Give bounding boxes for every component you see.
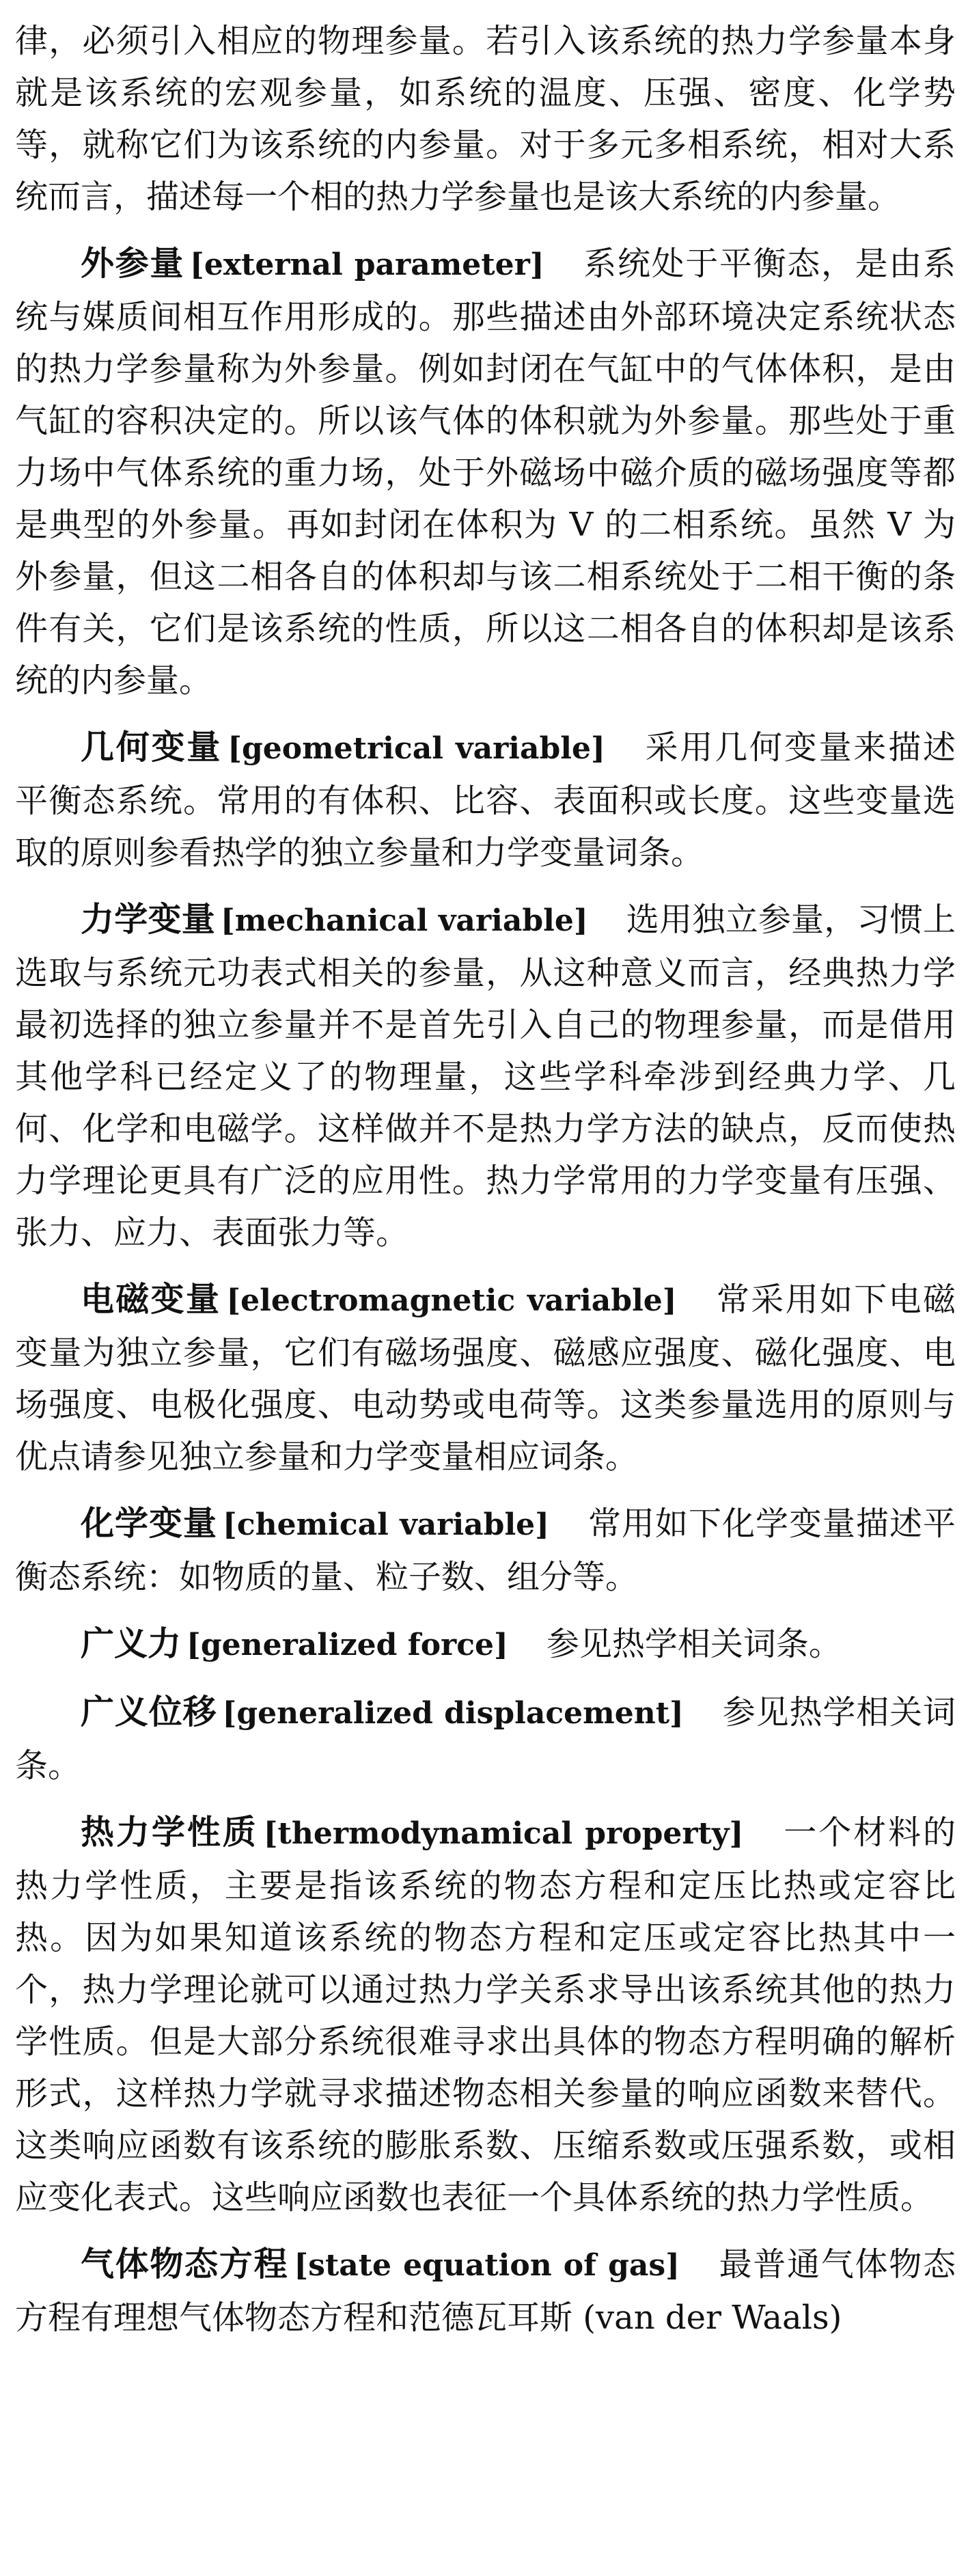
entry-term: 外参量	[81, 244, 185, 283]
entry-body: 参见热学相关词条。	[15, 1693, 956, 1785]
entry-english-term: [geometrical variable]	[227, 731, 605, 766]
entry-english-term: [mechanical variable]	[220, 903, 588, 938]
entry-term: 电磁变量	[81, 1280, 221, 1319]
entry-electromagnetic-variable	[15, 1274, 956, 1483]
entry-term: 化学变量	[81, 1504, 217, 1543]
entry-generalized-displacement	[15, 1686, 956, 1792]
entry-term: 热力学性质	[81, 1813, 258, 1852]
entry-english-term: [generalized displacement]	[222, 1696, 684, 1731]
entry-term: 几何变量	[81, 728, 223, 767]
entry-english-term: [thermodynamical property]	[263, 1816, 744, 1851]
entry-english-term: [state equation of gas]	[294, 2248, 680, 2283]
entry-body: 采用几何变量来描述平衡态系统。常用的有体积、比容、表面积或长度。这些变量选取的原则参看热学的独立参量和力学变量词条。	[15, 728, 956, 872]
entry-english-term: [generalized force]	[186, 1628, 508, 1662]
entry-term: 力学变量	[81, 900, 215, 939]
entry-chemical-variable	[15, 1498, 956, 1603]
entry-body: 系统处于平衡态，是由系统与媒质间相互作用形成的。那些描述由外部环境决定系统状态的热力学参量称为外参量。例如封闭在气缸中的气体体积，是由气缸的容积决定的。所以该气体的体积就为外参量。那些处于重力场中气体系统的重力场，处于外磁场中磁介质的磁场强度等都是典型的外参量。再如封闭在体积为 V 的二相系统。虽然 V 为外参量，但这二相各自的体积却与该二相系统处于二相干衡的条件有关，它们是该系统的性质，所以这二相各自的体积却是该系统的内参量。	[15, 245, 956, 700]
entry-body: 一个材料的热力学性质，主要是指该系统的物态方程和定压比热或定容比热。因为如果知道该系统的物态方程和定压或定容比热其中一个，热力学理论就可以通过热力学关系求导出该系统其他的热力学性质。但是大部分系统很难寻求出具体的物态方程明确的解析形式，这样热力学就寻求描述物态相关参量的响应函数来替代。这类响应函数有该系统的膨胀系数、压缩系数或压强系数，或相应变化表式。这些响应函数也表征一个具体系统的热力学性质。	[15, 1813, 956, 2217]
entry-english-term: [external parameter]	[190, 247, 544, 282]
entry-mechanical-variable	[15, 894, 956, 1259]
entry-body: 常用如下化学变量描述平衡态系统：如物质的量、粒子数、组分等。	[15, 1505, 956, 1596]
entry-term: 广义位移	[81, 1693, 217, 1731]
entry-english-term: [chemical variable]	[223, 1507, 549, 1542]
entry-term: 广义力	[81, 1624, 182, 1663]
entry-thermodynamical-property	[15, 1807, 956, 2223]
entry-generalized-force	[15, 1618, 956, 1671]
entry-body: 参见热学相关词条。	[546, 1625, 842, 1663]
entry-term: 气体物态方程	[81, 2245, 289, 2284]
entry-body: 选用独立参量，习惯上选取与系统元功表式相关的参量，从这种意义而言，经典热力学最初选择的独立参量并不是首先引入自己的物理参量，而是借用其他学科已经定义了的物理量，这些学科牵涉到经典力学、几何、化学和电磁学。这样做并不是热力学方法的缺点，反而使热力学理论更具有广泛的应用性。热力学常用的力学变量有压强、张力、应力、表面张力等。	[15, 901, 956, 1252]
entry-external-parameter	[15, 238, 956, 707]
entry-state-equation-of-gas	[15, 2238, 956, 2344]
entry-english-term: [electromagnetic variable]	[226, 1283, 677, 1318]
entry-geometrical-variable	[15, 722, 956, 879]
entry-body: 最普通气体物态方程有理想气体物态方程和范德瓦耳斯 (van der Waals)	[15, 2245, 956, 2337]
entry-body: 常采用如下电磁变量为独立参量，它们有磁场强度、磁感应强度、磁化强度、电场强度、电极化强度、电动势或电荷等。这类参量选用的原则与优点请参见独立参量和力学变量相应词条。	[15, 1280, 956, 1476]
intro-paragraph: 律，必须引入相应的物理参量。若引入该系统的热力学参量本身就是该系统的宏观参量，如系统的温度、压强、密度、化学势等，就称它们为该系统的内参量。对于多元多相系统，相对大系统而言，描述每一个相的热力学参量也是该大系统的内参量。	[15, 22, 956, 216]
